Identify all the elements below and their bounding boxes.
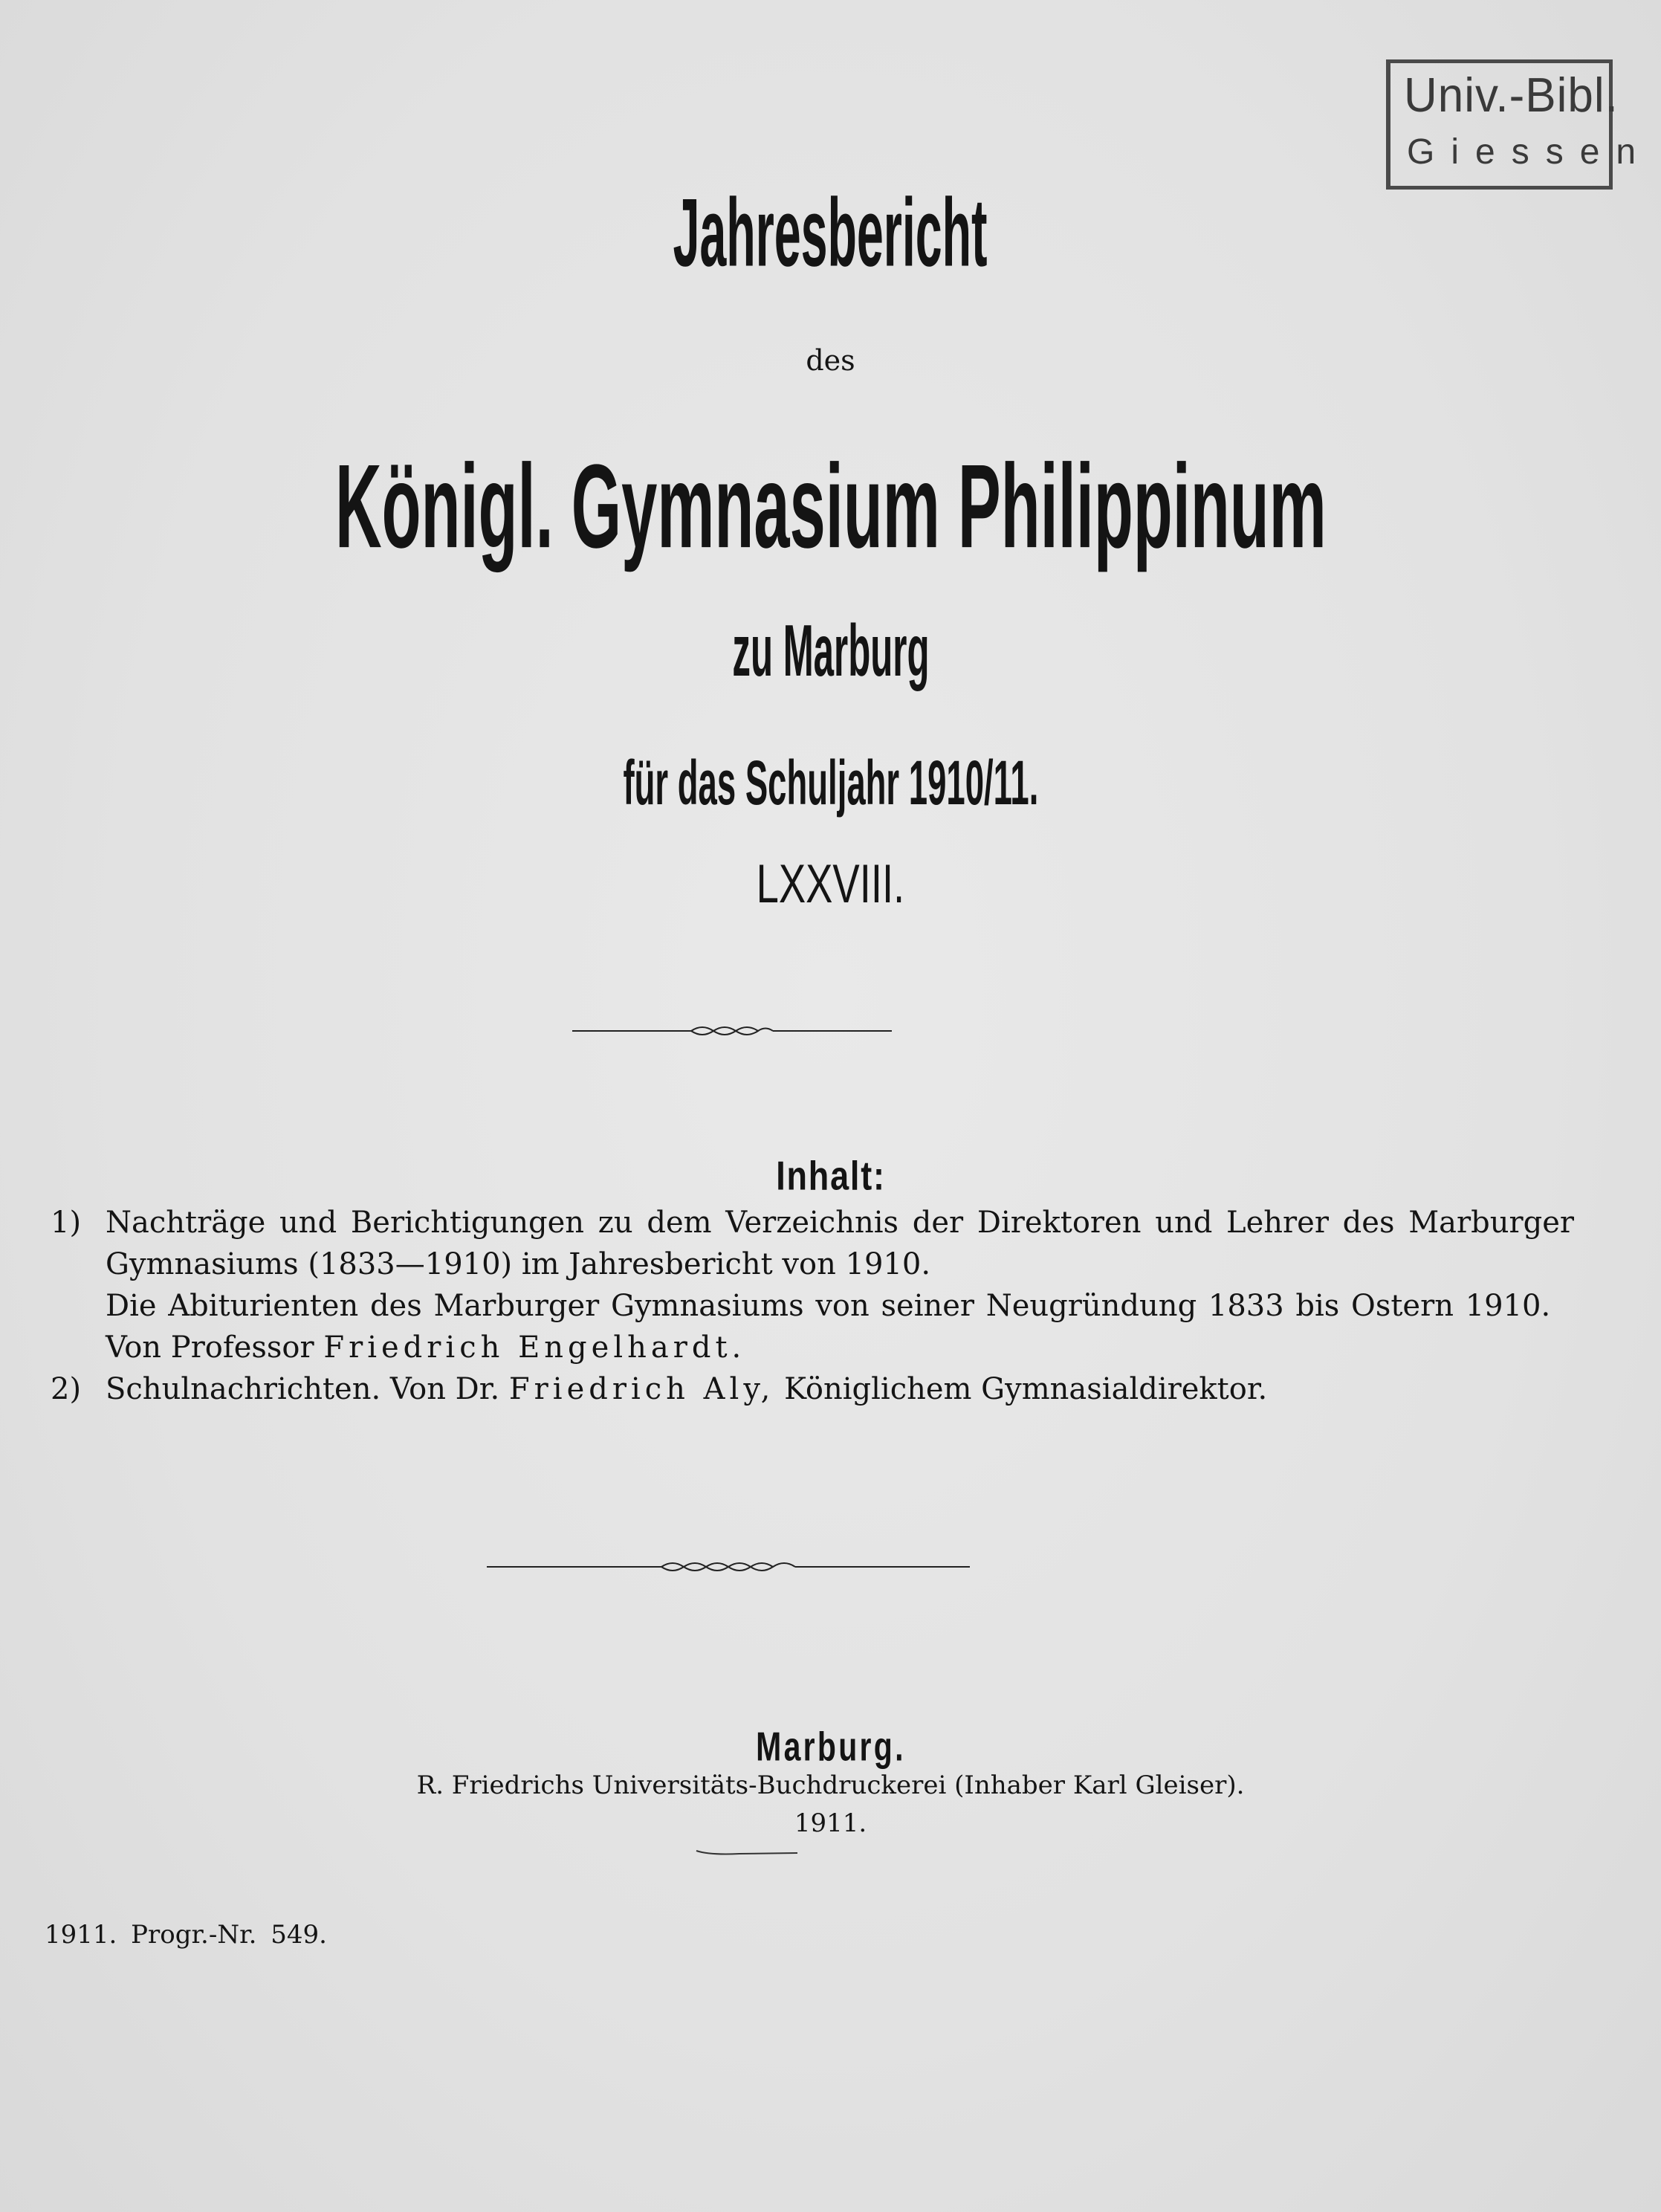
report-title: Jahresbericht xyxy=(673,179,988,288)
item-1-line-3: Die Abiturienten des Marburger Gymnasiums von seiner Neugründung 1833 bis Ostern 1910. xyxy=(106,1289,1551,1323)
imprint-printer: R. Friedrichs Universitäts-Buchdruckerei (Inhaber Karl Gleiser). xyxy=(416,1770,1245,1800)
imprint-place-wrap xyxy=(0,1723,1661,1770)
imprint-flourish xyxy=(695,1846,799,1857)
ornamental-divider-bottom xyxy=(487,1556,970,1578)
contents-heading: Inhalt: xyxy=(775,1153,886,1199)
item-1-author-name: Friedrich Engelhardt. xyxy=(323,1330,746,1365)
stamp-line-2: Giessen xyxy=(1407,132,1653,172)
stamp-line-1: Univ.-Bibl. xyxy=(1404,68,1619,123)
volume-number: LXXVIII. xyxy=(756,853,905,914)
item-1-number: 1) xyxy=(51,1206,82,1240)
item-2-text: Schulnachrichten. Von Dr. xyxy=(106,1372,500,1406)
item-1-author-line xyxy=(106,1327,745,1368)
institution-wrap xyxy=(0,439,1661,573)
program-number: 1911. Progr.-Nr. 549. xyxy=(45,1920,327,1950)
item-2-author-suffix: Königlichem Gymnasialdirektor. xyxy=(784,1372,1268,1406)
school-year: für das Schuljahr 1910/11. xyxy=(623,748,1038,818)
item-2-line xyxy=(106,1368,1267,1410)
item-1-author-prefix: Von Professor xyxy=(106,1330,314,1365)
item-2-author-name: Friedrich Aly, xyxy=(508,1372,775,1406)
item-2-number: 2) xyxy=(51,1372,82,1406)
report-title-wrap xyxy=(0,178,1661,288)
imprint-year: 1911. xyxy=(794,1808,867,1838)
imprint-place: Marburg. xyxy=(755,1724,906,1770)
volume-wrap xyxy=(0,852,1661,914)
contents-heading-wrap xyxy=(0,1152,1661,1199)
title-des: des xyxy=(806,344,855,377)
city-line: zu Marburg xyxy=(731,610,930,692)
ornamental-divider-top xyxy=(572,1020,892,1042)
year-wrap xyxy=(0,747,1661,818)
item-1-line-2: Gymnasiums (1833—1910) im Jahresbericht von 1910. xyxy=(106,1247,931,1281)
library-stamp xyxy=(1386,59,1653,190)
institution-name: Königl. Gymnasium Philippinum xyxy=(334,440,1327,573)
city-wrap xyxy=(0,609,1661,692)
item-1-line-1: Nachträge und Berichtigungen zu dem Verzeichnis der Direktoren und Lehrer des Marburger xyxy=(106,1206,1574,1240)
